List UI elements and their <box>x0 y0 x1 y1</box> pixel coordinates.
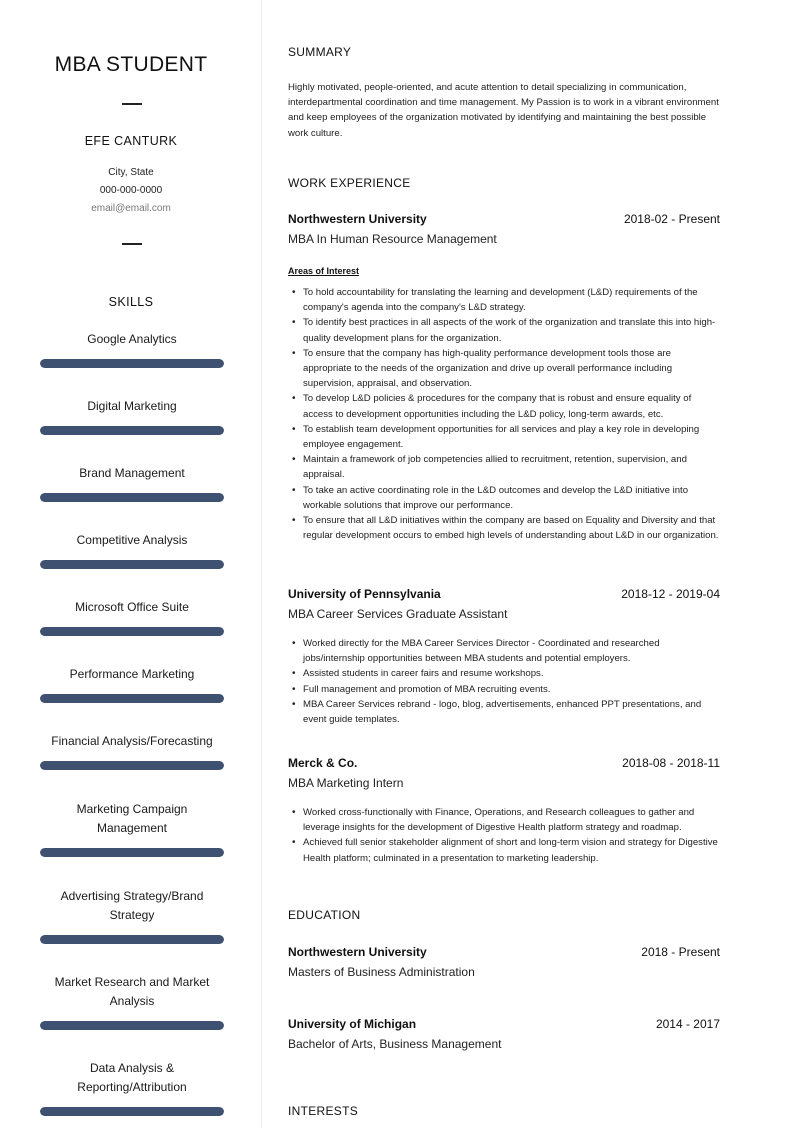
work-entry <box>288 212 720 543</box>
skill-item <box>40 531 224 550</box>
skill-level-fill <box>40 627 224 636</box>
sidebar <box>0 0 262 1128</box>
summary-heading: SUMMARY <box>288 45 352 59</box>
list-item: • To ensure that all L&D initiatives within the company are based on Equality and Diversity and that regular development occurs to embed high levels of understanding about L&D in our organization. <box>288 513 720 543</box>
skill-item <box>40 1059 224 1097</box>
list-item: • To ensure that the company has high-quality performance development tools those are appropriate to the needs of the organization and drive up overall performance including supervision, appraisal, and observation. <box>288 346 720 392</box>
skill-name: Marketing Campaign Management <box>76 802 188 835</box>
skill-name: Advertising Strategy/Brand Strategy <box>60 889 204 922</box>
list-item: • To take an active coordinating role in the L&D outcomes and develop the L&D initiative into workable solutions that improve our performance. <box>288 483 720 513</box>
skill-level-bar <box>40 848 224 857</box>
skill-item <box>40 973 224 1011</box>
skill-level-bar <box>40 627 224 636</box>
interests-heading: INTERESTS <box>288 1104 359 1118</box>
list-item: • Maintain a framework of job competencies allied to recruitment, retention, supervision, and appraisal. <box>288 452 720 482</box>
education-entry <box>288 945 720 979</box>
resume-title: MBA STUDENT <box>54 53 208 76</box>
skill-item <box>40 330 224 349</box>
dates: 2018-02 - Present <box>623 212 720 226</box>
job-title: MBA Career Services Graduate Assistant <box>288 607 508 621</box>
responsibility-list <box>288 805 720 866</box>
work-entry <box>288 756 720 866</box>
skill-name: Data Analysis & Reporting/Attribution <box>77 1061 187 1094</box>
location: City, State <box>108 167 154 178</box>
skill-name: Brand Management <box>79 466 185 480</box>
phone: 000-000-0000 <box>99 185 163 196</box>
skill-level-bar <box>40 359 224 368</box>
work-experience-heading: WORK EXPERIENCE <box>288 176 411 190</box>
skill-item <box>40 397 224 416</box>
skill-level-fill <box>40 359 224 368</box>
divider <box>122 243 142 245</box>
skill-level-bar <box>40 935 224 944</box>
skill-name: Market Research and Market Analysis <box>54 975 210 1008</box>
skill-item <box>40 464 224 483</box>
organization: Merck & Co. <box>288 756 358 770</box>
skill-name: Financial Analysis/Forecasting <box>51 734 213 748</box>
skill-level-fill <box>40 1107 224 1116</box>
summary-text: Highly motivated, people-oriented, and acute attention to detail specializing in communication, interdepartmental coordination and time management. My Passion is to work in a vibrant environment and keep employees of the organization motivated by identifying and maintaining the best possible work culture. <box>288 82 719 139</box>
dates: 2018-08 - 2018-11 <box>622 756 720 770</box>
skill-level-bar <box>40 560 224 569</box>
list-item: • To develop L&D policies & procedures for the company that is robust and ensure equality of access to development opportunities including the L&D policy, long-term awards, etc. <box>288 391 720 421</box>
list-item: • Assisted students in career fairs and resume workshops. <box>288 666 720 681</box>
list-item: • To hold accountability for translating the learning and development (L&D) requirements of the company's agenda into the company's L&D strategy. <box>288 285 720 315</box>
organization: Northwestern University <box>288 212 427 226</box>
job-title: MBA In Human Resource Management <box>288 232 497 246</box>
skill-item <box>40 800 224 838</box>
skill-level-fill <box>40 848 224 857</box>
skill-name: Google Analytics <box>87 332 177 346</box>
skill-level-fill <box>40 694 224 703</box>
list-item: • Worked directly for the MBA Career Services Director - Coordinated and researched jobs/internship opportunities between MBA students and potential employers. <box>288 636 720 666</box>
skill-level-bar <box>40 1021 224 1030</box>
main-content <box>288 0 720 1128</box>
list-item: • MBA Career Services rebrand - logo, blog, advertisements, enhanced PPT presentations, and event guide templates. <box>288 697 720 727</box>
list-item: • Full management and promotion of MBA recruiting events. <box>288 682 720 697</box>
institution: Northwestern University <box>288 945 427 959</box>
skill-level-bar <box>40 493 224 502</box>
dates: 2014 - 2017 <box>655 1017 720 1031</box>
skill-item <box>40 598 224 617</box>
skill-name: Competitive Analysis <box>76 533 188 547</box>
dates: 2018 - Present <box>641 945 720 959</box>
divider <box>122 103 142 105</box>
list-item: • Achieved full senior stakeholder alignment of short and long-term vision and strategy for Digestive Health platform; culminated in a presentation to marketing leadership. <box>288 835 720 865</box>
degree: Masters of Business Administration <box>288 965 475 979</box>
skill-level-fill <box>40 426 224 435</box>
skill-item <box>40 665 224 684</box>
skill-level-bar <box>40 761 224 770</box>
areas-of-interest-label: Areas of Interest <box>288 266 360 276</box>
skill-level-fill <box>40 761 224 770</box>
skill-level-bar <box>40 1107 224 1116</box>
dates: 2018-12 - 2019-04 <box>621 587 720 601</box>
skill-level-fill <box>40 935 224 944</box>
responsibility-list <box>288 285 720 543</box>
responsibility-list <box>288 636 720 727</box>
skill-name: Performance Marketing <box>69 667 195 681</box>
organization: University of Pennsylvania <box>288 587 441 601</box>
list-item: • To establish team development opportunities for all services and play a key role in developing employee engagement. <box>288 422 720 452</box>
skill-item <box>40 732 224 751</box>
education-heading: EDUCATION <box>288 908 361 922</box>
skill-level-fill <box>40 560 224 569</box>
list-item: • To identify best practices in all aspects of the work of the organization and translate this into high-quality development plans for the organization. <box>288 315 720 345</box>
skill-level-bar <box>40 694 224 703</box>
skill-item <box>40 887 224 925</box>
skill-level-bar <box>40 426 224 435</box>
degree: Bachelor of Arts, Business Management <box>288 1037 502 1051</box>
education-entry <box>288 1017 720 1051</box>
list-item: • Worked cross-functionally with Finance, Operations, and Research colleagues to gather and leverage insights for the development of Digestive Health platform strategy and roadmap. <box>288 805 720 835</box>
skills-heading: SKILLS <box>108 295 154 309</box>
email: email@email.com <box>91 203 171 214</box>
institution: University of Michigan <box>288 1017 417 1031</box>
skill-name: Digital Marketing <box>87 399 177 413</box>
skill-level-fill <box>40 1021 224 1030</box>
skill-name: Microsoft Office Suite <box>75 600 189 614</box>
candidate-name: EFE CANTURK <box>84 134 178 148</box>
work-entry <box>288 587 720 727</box>
job-title: MBA Marketing Intern <box>288 776 404 790</box>
skill-level-fill <box>40 493 224 502</box>
